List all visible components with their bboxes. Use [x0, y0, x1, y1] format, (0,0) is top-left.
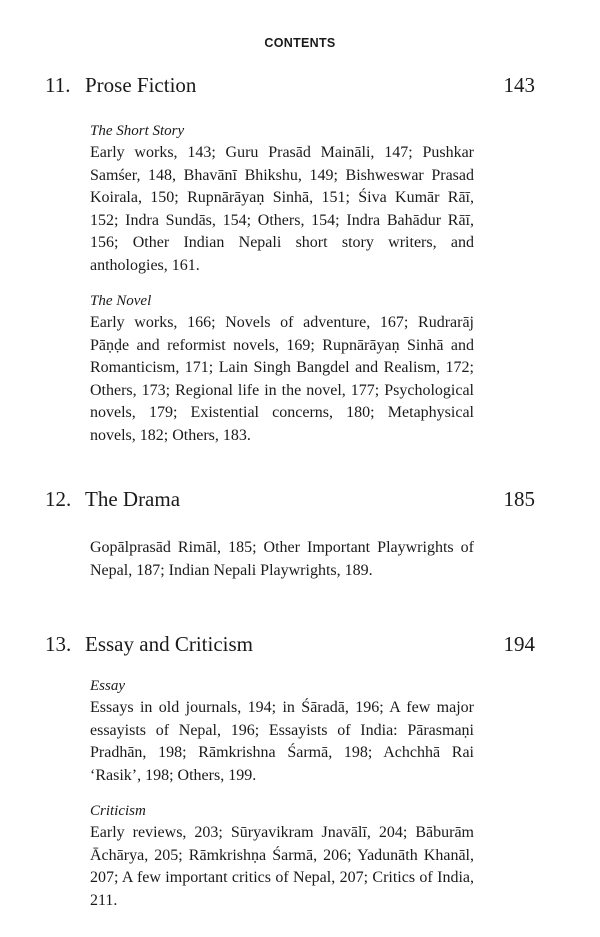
running-header: CONTENTS	[264, 36, 336, 50]
section-entries: Early reviews, 203; Sūryavikram Jnavālī, 204; Bāburām Āchārya, 205; Rāmkrishṇa Śarmā, 206; Yadunāth Khanāl, 207; A few important critics of Nepal, 207; Critics of India, 211.	[90, 824, 474, 909]
section-subheading: Essay	[90, 678, 125, 694]
chapter-heading-11	[45, 72, 535, 98]
chapter-page-number: 185	[503, 487, 535, 511]
section-drama	[90, 537, 474, 582]
chapter-title: The Drama	[85, 487, 181, 511]
section-entries: Essays in old journals, 194; in Śāradā, 196; A few major essayists of Nepal, 196; Essayists of India: Pārasmaṇi Pradhān, 198; Rāmkrishna Śarmā, 198; Achchhā Rai ‘Rasik’, 198; Others, 199.	[90, 699, 474, 784]
chapter-heading-13	[45, 631, 535, 657]
section-entries: Early works, 143; Guru Prasād Maināli, 147; Pushkar Samśer, 148, Bhavānī Bhikshu, 149; Bishweswar Prasad Koirala, 150; Rupnārāyaṇ Sinhā, 151; Śiva Kumār Rāī, 152; Indra Sundās, 154; Others, 154; Indra Bahādur Rāī, 156; Other Indian Nepali short story writers, and anthologies, 161.	[90, 144, 474, 274]
chapter-title: Prose Fiction	[85, 73, 197, 97]
chapter-number: 11.	[45, 73, 71, 97]
chapter-number: 12.	[45, 487, 72, 511]
section-subheading: The Novel	[90, 293, 152, 309]
section-novel	[90, 290, 474, 447]
chapter-number: 13.	[45, 632, 72, 656]
section-criticism	[90, 800, 474, 912]
section-subheading: Criticism	[90, 803, 146, 819]
section-short-story	[90, 120, 474, 277]
chapter-title: Essay and Criticism	[85, 632, 253, 656]
section-subheading: The Short Story	[90, 123, 185, 139]
section-entries: Early works, 166; Novels of adventure, 167; Rudrarāj Pāṇḍe and reformist novels, 169; Rupnārāyaṇ Sinhā and Romanticism, 171; Lain Singh Bangdel and Realism, 172; Others, 173; Regional life in the novel, 177; Psychological novels, 179; Existential concerns, 180; Metaphysical novels, 182; Others, 183.	[90, 314, 474, 444]
section-essay	[90, 675, 474, 787]
chapter-heading-12	[45, 486, 535, 512]
chapter-page-number: 194	[503, 632, 535, 656]
chapter-page-number: 143	[503, 73, 535, 97]
section-entries: Gopālprasād Rimāl, 185; Other Important Playwrights of Nepal, 187; Indian Nepali Playwrights, 189.	[90, 539, 474, 579]
